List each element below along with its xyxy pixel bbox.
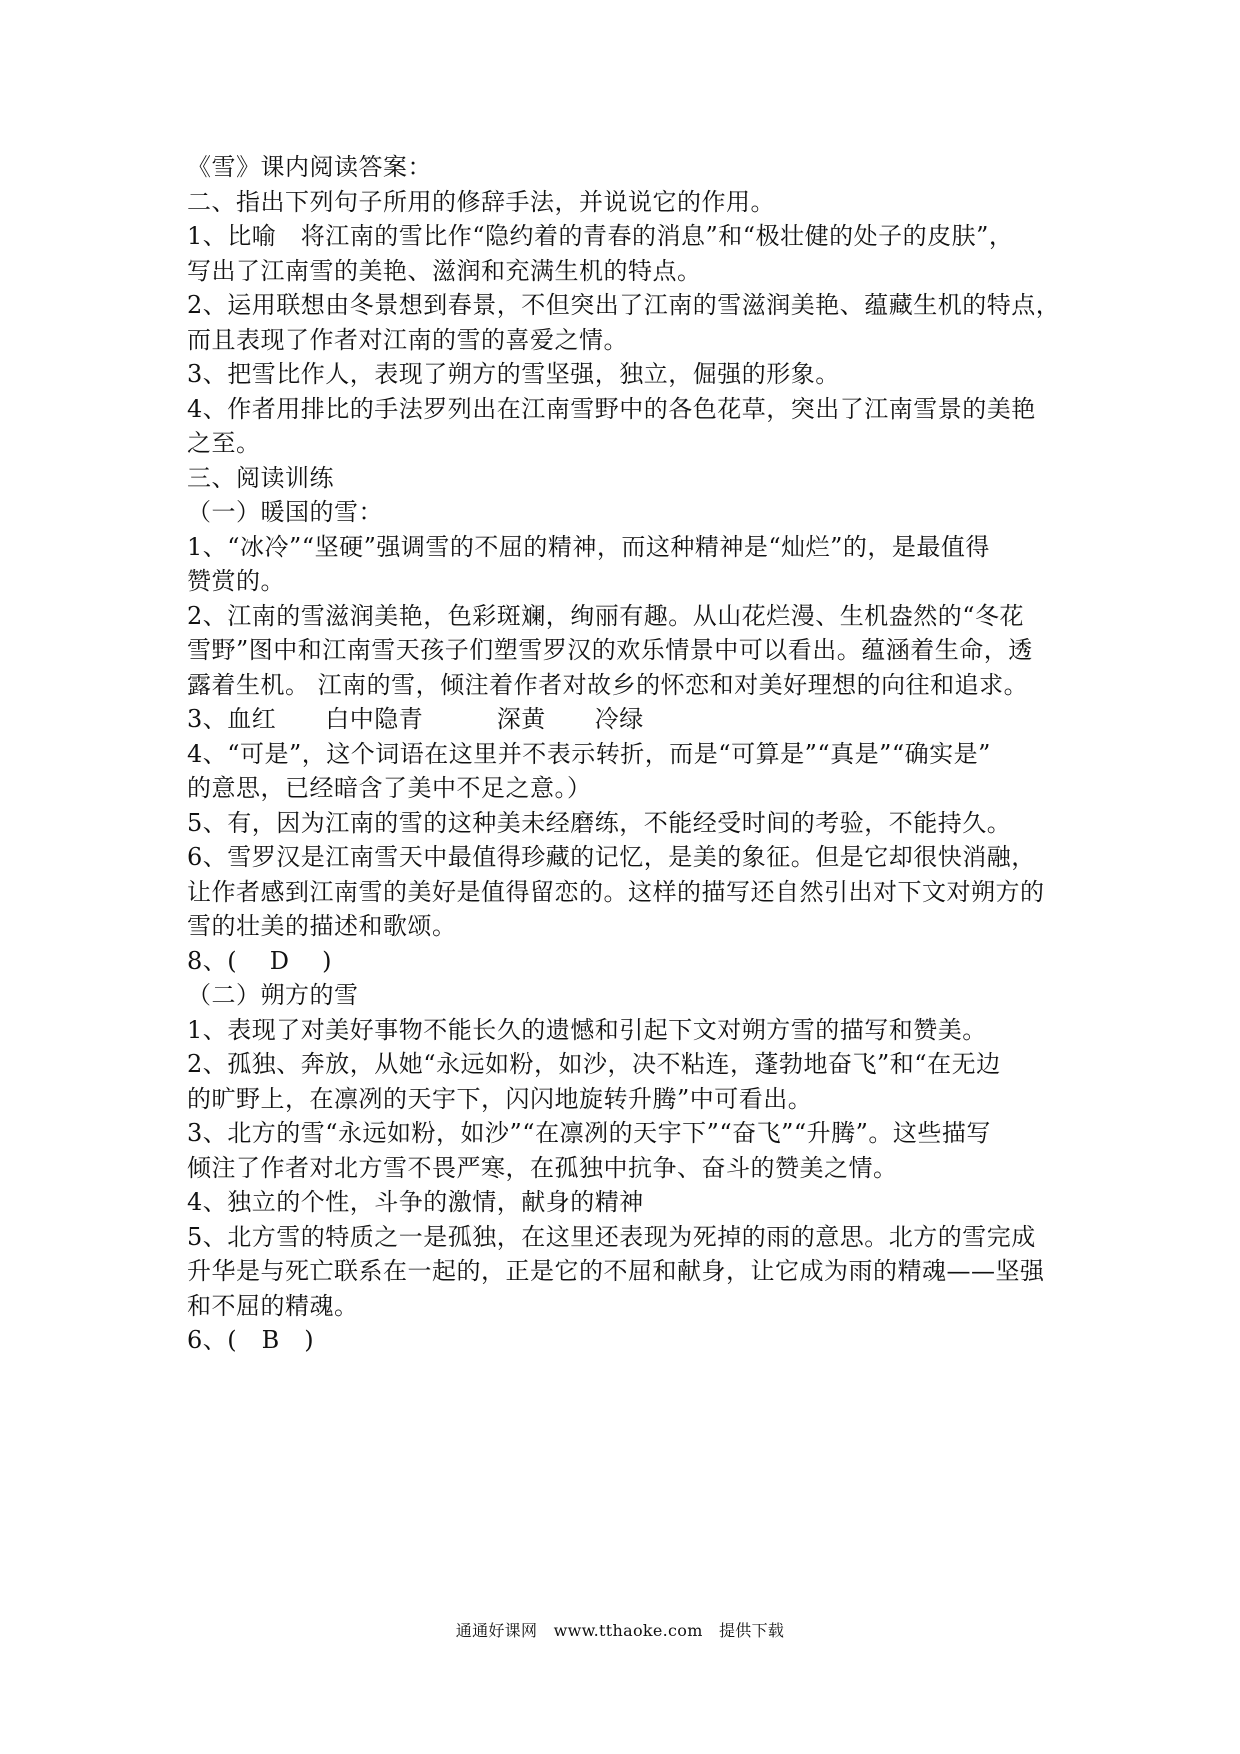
answer-line: 升华是与死亡联系在一起的，正是它的不屈和献身，让它成为雨的精魂——坚强 bbox=[187, 1257, 1045, 1285]
document-title: 《雪》课内阅读答案： bbox=[187, 153, 432, 181]
footer-source-note: 通通好课网 www.tthaoke.com 提供下载 bbox=[455, 1621, 785, 1640]
subsection-heading-north-snow: （二）朔方的雪 bbox=[187, 981, 359, 1009]
answer-line: 2、运用联想由冬景想到春景，不但突出了江南的雪滋润美艳、蕴藏生机的特点， bbox=[187, 291, 1061, 319]
section-heading-reading: 三、阅读训练 bbox=[187, 463, 334, 492]
answer-line: 2、江南的雪滋润美艳，色彩斑斓，绚丽有趣。从山花烂漫、生机盎然的“冬花 bbox=[187, 601, 1025, 630]
answer-line: 而且表现了作者对江南的雪的喜爱之情。 bbox=[187, 325, 628, 354]
answer-line: 3、血红 白中隐青 深黄 冷绿 bbox=[187, 705, 644, 733]
answer-line: 6、( B ) bbox=[187, 1326, 315, 1354]
answer-line: 3、北方的雪“永远如粉，如沙”“在凛冽的天宇下”“奋飞”“升腾”。这些描写 bbox=[187, 1119, 991, 1147]
document-body bbox=[187, 150, 1059, 1358]
subsection-heading-warm-snow: （一）暖国的雪： bbox=[187, 498, 383, 526]
answer-line: 1、表现了对美好事物不能长久的遗憾和引起下文对朔方雪的描写和赞美。 bbox=[187, 1015, 987, 1044]
answer-line: 6、雪罗汉是江南雪天中最值得珍藏的记忆，是美的象征。但是它却很快消融， bbox=[187, 843, 1036, 871]
answer-line: 2、孤独、奔放，从她“永远如粉，如沙，决不粘连，蓬勃地奋飞”和“在无边 bbox=[187, 1050, 1001, 1078]
answer-line: 8、( D ) bbox=[187, 946, 332, 975]
answer-line: 雪野”图中和江南雪天孩子们塑雪罗汉的欢乐情景中可以看出。蕴涵着生命，透 bbox=[187, 636, 1033, 664]
answer-line: 和不屈的精魂。 bbox=[187, 1291, 359, 1320]
answer-line: 写出了江南雪的美艳、滋润和充满生机的特点。 bbox=[187, 256, 702, 285]
answer-line: 赞赏的。 bbox=[187, 567, 285, 595]
answer-line: 让作者感到江南雪的美好是值得留恋的。这样的描写还自然引出对下文对朔方的 bbox=[187, 877, 1045, 906]
answer-line: 倾注了作者对北方雪不畏严寒，在孤独中抗争、奋斗的赞美之情。 bbox=[187, 1153, 898, 1182]
answer-line: 之至。 bbox=[187, 429, 261, 457]
answer-line: 4、独立的个性，斗争的激情，献身的精神 bbox=[187, 1188, 644, 1216]
answer-line: 1、比喻 将江南的雪比作“隐约着的青春的消息”和“极壮健的处子的皮肤”， bbox=[187, 222, 1014, 250]
answer-line: 5、北方雪的特质之一是孤独，在这里还表现为死掉的雨的意思。北方的雪完成 bbox=[187, 1222, 1036, 1251]
answer-line: 3、把雪比作人，表现了朔方的雪坚强，独立，倔强的形象。 bbox=[187, 360, 840, 388]
answer-line: 5、有，因为江南的雪的这种美未经磨练，不能经受时间的考验，不能持久。 bbox=[187, 808, 1012, 837]
answer-line: 4、“可是”，这个词语在这里并不表示转折，而是“可算是”“真是”“确实是” bbox=[187, 739, 991, 768]
answer-line: 雪的壮美的描述和歌颂。 bbox=[187, 912, 457, 940]
answer-line: 露着生机。 江南的雪，倾注着作者对故乡的怀恋和对美好理想的向往和追求。 bbox=[187, 670, 1029, 699]
section-heading-rhetoric: 二、指出下列句子所用的修辞手法，并说说它的作用。 bbox=[187, 187, 775, 216]
answer-line: 1、“冰冷”“坚硬”强调雪的不屈的精神，而这种精神是“灿烂”的，是最值得 bbox=[187, 532, 990, 561]
answer-line: 4、作者用排比的手法罗列出在江南雪野中的各色花草，突出了江南雪景的美艳 bbox=[187, 394, 1036, 423]
answer-line: 的旷野上，在凛冽的天宇下，闪闪地旋转升腾”中可看出。 bbox=[187, 1084, 813, 1113]
answer-line: 的意思，已经暗含了美中不足之意。） bbox=[187, 774, 592, 802]
